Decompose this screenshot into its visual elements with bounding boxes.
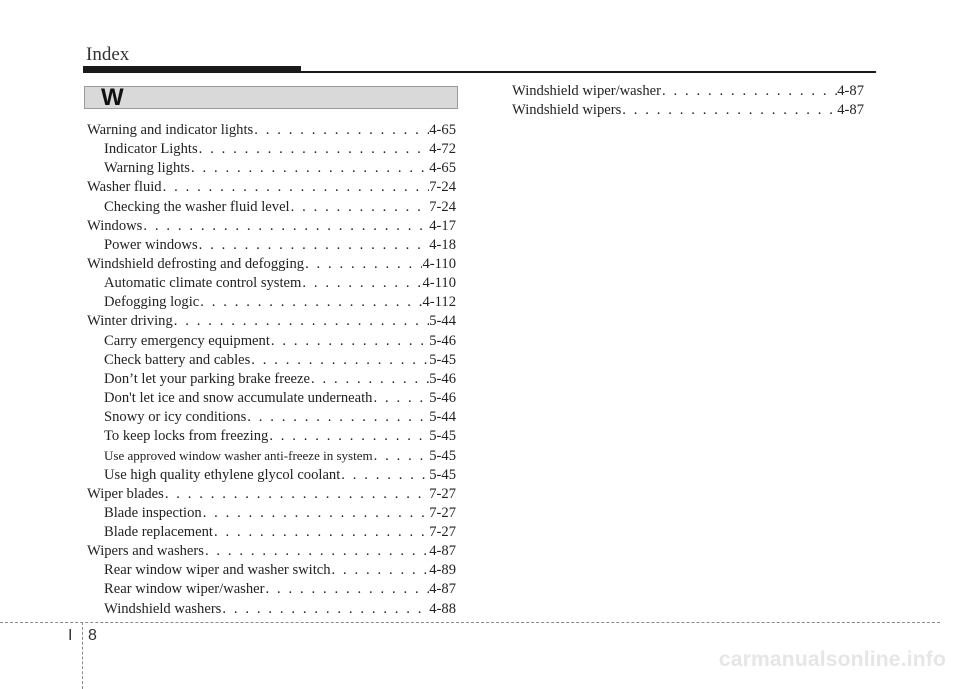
- index-entry: [87, 600, 456, 619]
- index-entry: [87, 312, 456, 331]
- index-entry: [87, 198, 456, 217]
- index-entry: [87, 332, 456, 351]
- index-entry: [87, 351, 456, 370]
- index-entry-page: 5-45: [429, 428, 456, 445]
- footer-divider: [82, 622, 83, 689]
- index-entry-label: Checking the washer fluid level: [104, 198, 290, 215]
- index-entry-page: 4-89: [429, 562, 456, 579]
- index-entry: [512, 82, 864, 101]
- index-entry-label: To keep locks from freezing: [104, 428, 269, 445]
- dot-leader: [372, 389, 429, 408]
- dot-leader: [204, 542, 429, 561]
- index-entry: [87, 178, 456, 197]
- dot-leader: [301, 274, 422, 293]
- header-title: Index: [86, 44, 130, 65]
- dot-leader: [270, 332, 429, 351]
- dot-leader: [246, 408, 429, 427]
- index-entry-page: 4-18: [429, 236, 456, 253]
- index-entry-label: Warning lights: [104, 160, 190, 177]
- index-entry-page: 4-88: [429, 600, 456, 617]
- index-entry: [87, 159, 456, 178]
- index-entry-label: Snowy or icy conditions: [104, 409, 247, 426]
- dot-leader: [304, 255, 422, 274]
- header-rule: [83, 71, 876, 73]
- index-entry-label: Windshield washers: [104, 600, 222, 617]
- index-column-left: [87, 121, 456, 619]
- index-entry-label: Windows: [87, 217, 143, 234]
- index-entry-page: 7-24: [429, 198, 456, 215]
- index-entry-label: Wiper blades: [87, 485, 164, 502]
- index-entry: [87, 408, 456, 427]
- index-entry-label: Wipers and washers: [87, 543, 204, 560]
- index-entry-label: Warning and indicator lights: [87, 122, 254, 138]
- index-entry-page: 5-46: [429, 389, 456, 406]
- index-entry-label: Windshield wipers: [512, 102, 622, 119]
- index-entry-label: Indicator Lights: [104, 141, 198, 158]
- dot-leader: [173, 312, 429, 331]
- index-entry: [87, 121, 456, 140]
- index-entry-label: Power windows: [104, 236, 198, 253]
- index-entry: [87, 580, 456, 599]
- section-heading-box: [84, 86, 458, 109]
- dot-leader: [264, 580, 429, 599]
- index-entry-label: Carry emergency equipment: [104, 332, 270, 349]
- dot-leader: [331, 561, 430, 580]
- index-entry-page: 5-45: [429, 351, 456, 368]
- index-entry: [87, 542, 456, 561]
- index-entry-label: Automatic climate control system: [104, 275, 302, 292]
- index-entry-label: Rear window wiper/washer: [104, 581, 265, 598]
- index-entry-label: Winter driving: [87, 313, 173, 330]
- index-entry: [87, 427, 456, 446]
- index-entry-page: 5-46: [429, 370, 456, 387]
- dot-leader: [199, 293, 422, 312]
- index-entry-page: 4-87: [429, 543, 456, 560]
- index-entry: [87, 293, 456, 312]
- index-entry-page: 4-72: [429, 141, 456, 158]
- index-entry-page: 4-65: [429, 122, 456, 138]
- dot-leader: [162, 178, 430, 197]
- index-entry-label: Use high quality ethylene glycol coolant: [104, 466, 341, 483]
- index-entry: [87, 140, 456, 159]
- dot-leader: [340, 466, 429, 485]
- index-entry-page: 4-17: [429, 217, 456, 234]
- index-entry-label: Washer fluid: [87, 179, 162, 196]
- footer-rule: [0, 622, 940, 623]
- index-entry-label: Use approved window washer anti-freeze in system: [104, 448, 373, 464]
- dot-leader: [142, 217, 429, 236]
- dot-leader: [221, 600, 429, 619]
- dot-leader: [310, 370, 429, 389]
- index-entry-page: 4-110: [422, 255, 456, 272]
- index-entry-label: Defogging logic: [104, 294, 200, 311]
- index-entry: [87, 217, 456, 236]
- dot-leader: [198, 140, 430, 159]
- index-entry-label: Don’t let your parking brake freeze: [104, 370, 310, 387]
- dot-leader: [190, 159, 429, 178]
- dot-leader: [661, 82, 837, 101]
- footer-section-letter: I: [68, 627, 73, 644]
- index-entry-page: 7-27: [429, 504, 456, 521]
- index-entry: [87, 504, 456, 523]
- index-entry: [87, 523, 456, 542]
- index-entry-page: 7-27: [429, 485, 456, 502]
- index-entry: [87, 561, 456, 580]
- index-entry: [87, 255, 456, 274]
- index-entry: [87, 446, 456, 465]
- index-entry-label: Windshield defrosting and defogging: [87, 255, 305, 272]
- index-entry-page: 4-87: [429, 581, 456, 598]
- watermark: carmanualsonline.info: [718, 648, 946, 671]
- index-entry-page: 4-87: [837, 102, 864, 119]
- section-letter: W: [101, 84, 124, 111]
- index-entry-page: 4-87: [837, 83, 864, 99]
- index-entry-page: 7-27: [429, 523, 456, 540]
- index-entry: [87, 485, 456, 504]
- index-entry: [87, 370, 456, 389]
- index-entry-page: 4-65: [429, 160, 456, 177]
- index-entry-label: Blade inspection: [104, 504, 202, 521]
- index-entry-page: 7-24: [429, 179, 456, 196]
- index-entry-label: Blade replacement: [104, 523, 213, 540]
- index-entry: [87, 236, 456, 255]
- dot-leader: [253, 121, 429, 140]
- index-entry-page: 5-44: [429, 409, 456, 426]
- index-entry: [512, 101, 864, 120]
- dot-leader: [202, 504, 430, 523]
- index-entry-page: 5-44: [429, 313, 456, 330]
- index-entry: [87, 466, 456, 485]
- index-entry-page: 4-110: [422, 275, 456, 292]
- index-entry-page: 5-45: [429, 466, 456, 483]
- dot-leader: [250, 351, 429, 370]
- index-entry-label: Rear window wiper and washer switch: [104, 562, 331, 579]
- index-entry-label: Don't let ice and snow accumulate underneath: [104, 389, 373, 406]
- dot-leader: [213, 523, 429, 542]
- dot-leader: [290, 198, 430, 217]
- index-entry-page: 5-45: [429, 448, 456, 465]
- dot-leader: [198, 236, 430, 255]
- dot-leader: [164, 485, 429, 504]
- index-entry-label: Check battery and cables: [104, 351, 251, 368]
- dot-leader: [268, 427, 429, 446]
- dot-leader: [621, 101, 837, 120]
- dot-leader: [373, 447, 430, 465]
- index-entry-page: 4-112: [422, 294, 456, 311]
- footer-page-number: 8: [88, 627, 97, 644]
- index-column-right: [512, 82, 864, 120]
- index-entry: [87, 389, 456, 408]
- index-entry-label: Windshield wiper/washer: [512, 83, 661, 99]
- index-entry: [87, 274, 456, 293]
- index-entry-page: 5-46: [429, 332, 456, 349]
